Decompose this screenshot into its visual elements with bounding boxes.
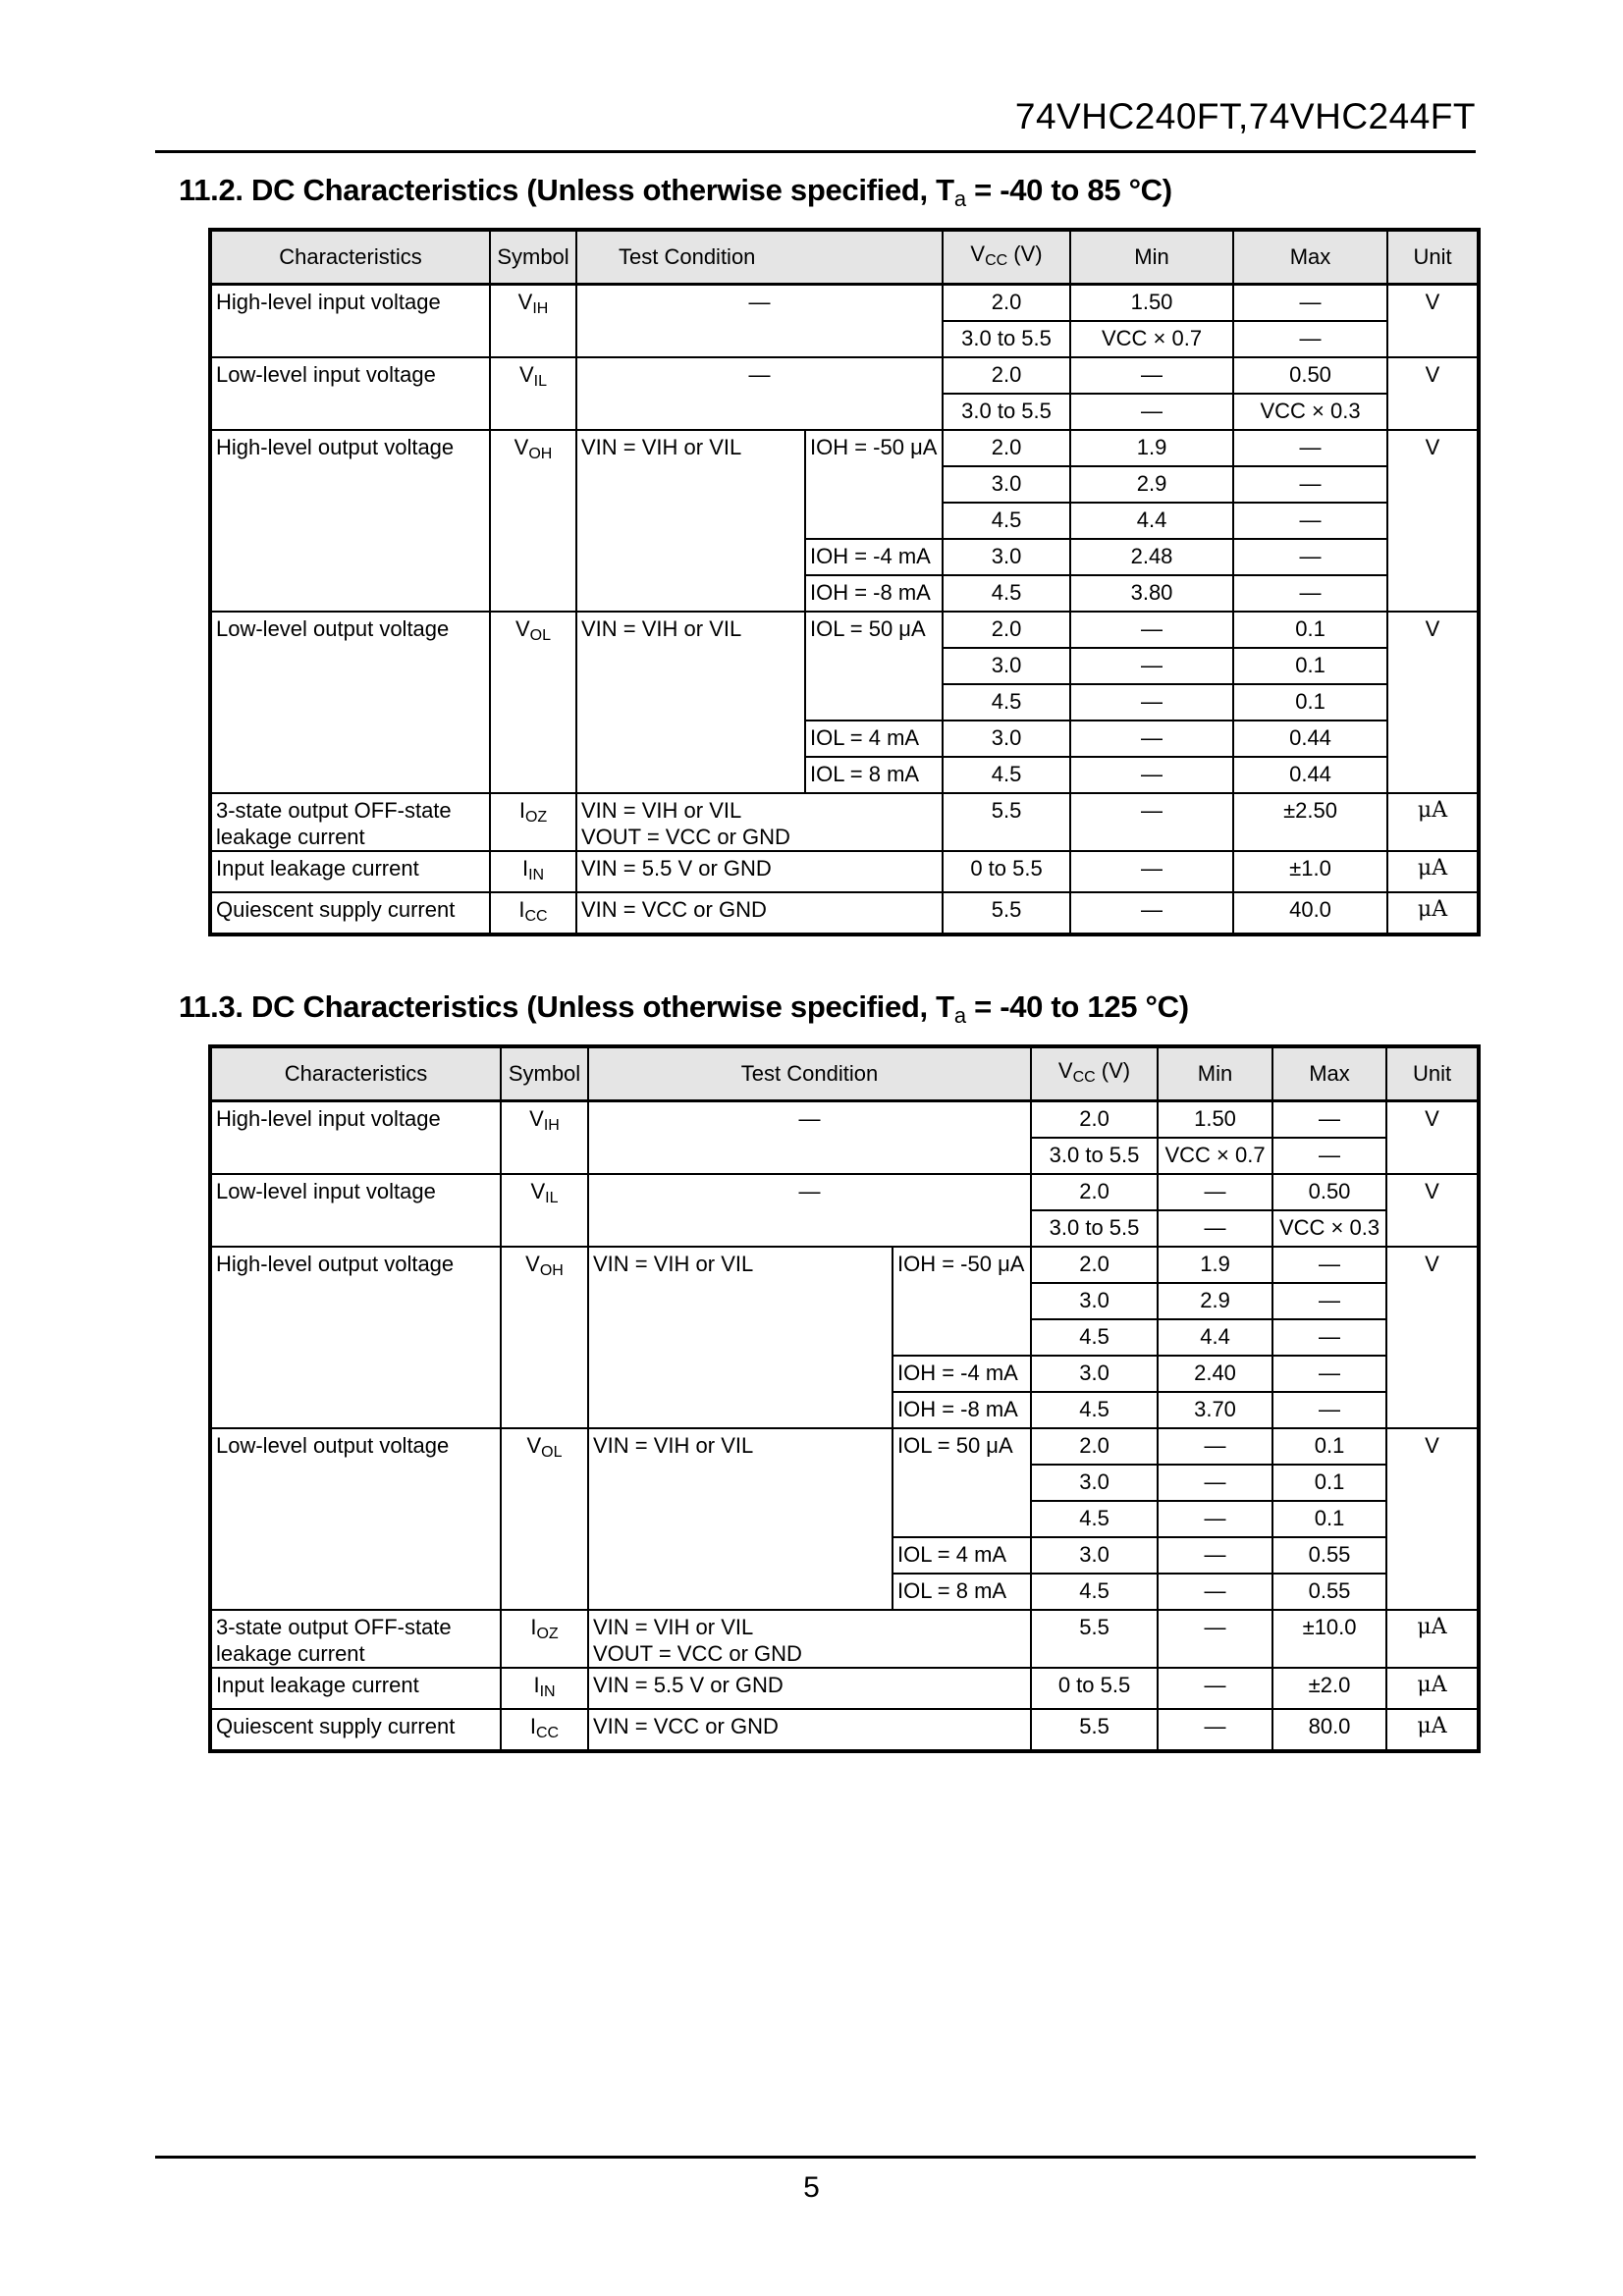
vcc-unit: (V) — [1095, 1057, 1131, 1083]
vcc-value: 4.5 — [943, 575, 1070, 612]
max-value: 0.50 — [1272, 1174, 1386, 1210]
symbol: $V_{OH}$ — [501, 1247, 588, 1428]
col-symbol: Symbol — [501, 1046, 588, 1101]
col-vcc — [943, 230, 1070, 285]
min-value: — — [1070, 793, 1233, 851]
test-condition: VIN = VCC or GND — [576, 892, 943, 934]
vcc-value: 3.0 — [1031, 1283, 1158, 1319]
section-heading-11-3 — [179, 989, 1189, 1029]
dc-characteristics-table-85c — [208, 228, 1481, 936]
vcc-value: 3.0 to 5.5 — [1031, 1138, 1158, 1174]
table-row — [210, 1174, 1479, 1210]
max-value: — — [1272, 1283, 1386, 1319]
max-value: ±10.0 — [1272, 1610, 1386, 1668]
symbol: $V_{IL}$ — [490, 357, 576, 430]
test-condition: VIN = 5.5 V or GND — [576, 851, 943, 892]
vcc-sub: CC — [985, 251, 1008, 269]
max-value: 0.1 — [1233, 612, 1387, 648]
vcc-value: 5.5 — [943, 793, 1070, 851]
current-condition: IOL = 4 mA — [805, 721, 943, 757]
vcc-value: 2.0 — [1031, 1428, 1158, 1465]
max-value: ±2.0 — [1272, 1668, 1386, 1709]
unit-value: μA — [1386, 1668, 1479, 1709]
min-value: 3.80 — [1070, 575, 1233, 612]
symbol: $V_{IL}$ — [501, 1174, 588, 1247]
min-value: 3.70 — [1158, 1392, 1272, 1428]
heading-tail: = -40 to 125 °C) — [965, 989, 1189, 1024]
unit-value: μA — [1387, 793, 1479, 851]
table-row — [210, 892, 1479, 934]
symbol: $I_{CC}$ — [501, 1709, 588, 1751]
symbol: $I_{OZ}$ — [490, 793, 576, 851]
header-rule — [155, 150, 1476, 153]
max-value: — — [1272, 1319, 1386, 1356]
max-value: — — [1272, 1138, 1386, 1174]
min-value: — — [1070, 394, 1233, 430]
min-value: — — [1070, 684, 1233, 721]
col-min: Min — [1158, 1046, 1272, 1101]
current-condition: IOL = 50 μA — [805, 612, 943, 721]
heading-subscript: a — [953, 187, 966, 211]
vcc-value: 4.5 — [1031, 1392, 1158, 1428]
document-title: 74VHC240FT,74VHC244FT — [1014, 96, 1476, 136]
vcc-value: 2.0 — [943, 430, 1070, 466]
col-characteristics: Characteristics — [210, 1046, 501, 1101]
char-label: 3-state output OFF-state leakage current — [210, 1610, 501, 1668]
page-number: 5 — [803, 2171, 820, 2204]
max-value: 0.1 — [1233, 648, 1387, 684]
vcc-value: 2.0 — [1031, 1174, 1158, 1210]
test-condition: VIN = VIH or VIL — [576, 612, 805, 793]
vcc-value: 3.0 — [943, 721, 1070, 757]
min-value: 1.50 — [1070, 285, 1233, 322]
max-value: ±1.0 — [1233, 851, 1387, 892]
test-condition: VIN = VIH or VIL VOUT = VCC or GND — [576, 793, 943, 851]
min-value: — — [1070, 648, 1233, 684]
table-row — [210, 285, 1479, 322]
char-label: High-level input voltage — [210, 285, 490, 358]
test-condition: VIN = VIH or VIL — [588, 1428, 893, 1610]
char-label: Quiescent supply current — [210, 892, 490, 934]
max-value: 0.1 — [1272, 1465, 1386, 1501]
vcc-value: 3.0 — [943, 539, 1070, 575]
col-symbol: Symbol — [490, 230, 576, 285]
test-condition: — — [576, 285, 943, 358]
min-value: — — [1158, 1210, 1272, 1247]
current-condition: IOH = -4 mA — [893, 1356, 1031, 1392]
char-label: High-level output voltage — [210, 1247, 501, 1428]
test-condition: VIN = 5.5 V or GND — [588, 1668, 1031, 1709]
char-label: High-level output voltage — [210, 430, 490, 612]
min-value: — — [1070, 612, 1233, 648]
symbol: $V_{OL}$ — [490, 612, 576, 793]
min-value: 1.50 — [1158, 1101, 1272, 1139]
unit-value: μA — [1387, 892, 1479, 934]
char-label: Input leakage current — [210, 1668, 501, 1709]
vcc-v: V — [1057, 1057, 1073, 1083]
max-value: — — [1233, 466, 1387, 503]
min-value: 4.4 — [1070, 503, 1233, 539]
table-header-row — [210, 1046, 1479, 1101]
vcc-value: 2.0 — [943, 612, 1070, 648]
min-value: — — [1158, 1428, 1272, 1465]
table-row — [210, 1247, 1479, 1283]
vcc-value: 2.0 — [1031, 1247, 1158, 1283]
max-value: 0.44 — [1233, 721, 1387, 757]
max-value: — — [1272, 1247, 1386, 1283]
min-value: 2.40 — [1158, 1356, 1272, 1392]
vcc-value: 3.0 to 5.5 — [943, 321, 1070, 357]
vcc-value: 4.5 — [1031, 1501, 1158, 1537]
vcc-value: 0 to 5.5 — [943, 851, 1070, 892]
max-value: — — [1272, 1392, 1386, 1428]
vcc-value: 3.0 — [943, 466, 1070, 503]
col-max: Max — [1272, 1046, 1386, 1101]
vcc-value: 3.0 — [1031, 1356, 1158, 1392]
current-condition: IOL = 8 mA — [893, 1574, 1031, 1610]
table-row — [210, 430, 1479, 466]
max-value: 0.1 — [1272, 1428, 1386, 1465]
unit-value: V — [1386, 1428, 1479, 1610]
vcc-value: 4.5 — [943, 503, 1070, 539]
min-value: — — [1158, 1709, 1272, 1751]
table-row — [210, 851, 1479, 892]
heading-text: 11.3. DC Characteristics (Unless otherwise specified, T — [179, 989, 954, 1024]
col-characteristics: Characteristics — [210, 230, 490, 285]
unit-value: V — [1387, 285, 1479, 358]
footer-rule — [155, 2156, 1476, 2159]
max-value: VCC × 0.3 — [1272, 1210, 1386, 1247]
min-value: — — [1070, 357, 1233, 394]
symbol: $I_{CC}$ — [490, 892, 576, 934]
max-value: — — [1272, 1101, 1386, 1139]
min-value: — — [1070, 721, 1233, 757]
symbol: $V_{OH}$ — [490, 430, 576, 612]
max-value: 0.50 — [1233, 357, 1387, 394]
char-label: Low-level input voltage — [210, 357, 490, 430]
max-value: — — [1233, 575, 1387, 612]
test-condition: — — [588, 1174, 1031, 1247]
table-row — [210, 612, 1479, 648]
min-value: — — [1158, 1574, 1272, 1610]
col-unit: Unit — [1386, 1046, 1479, 1101]
test-condition: VIN = VIH or VIL — [588, 1247, 893, 1428]
section-heading-11-2 — [179, 173, 1172, 212]
table-row — [210, 1428, 1479, 1465]
unit-value: μA — [1387, 851, 1479, 892]
current-condition: IOL = 4 mA — [893, 1537, 1031, 1574]
current-condition: IOH = -50 μA — [893, 1247, 1031, 1356]
char-label: High-level input voltage — [210, 1101, 501, 1175]
col-unit: Unit — [1387, 230, 1479, 285]
max-value: 80.0 — [1272, 1709, 1386, 1751]
min-value: 1.9 — [1158, 1247, 1272, 1283]
min-value: — — [1158, 1537, 1272, 1574]
col-test-condition: Test Condition — [576, 230, 943, 285]
char-label: Low-level output voltage — [210, 612, 490, 793]
test-condition: VIN = VIH or VIL — [576, 430, 805, 612]
table-row — [210, 1709, 1479, 1751]
table-header-row — [210, 230, 1479, 285]
unit-value: V — [1387, 357, 1479, 430]
unit-value: V — [1387, 612, 1479, 793]
char-label: Input leakage current — [210, 851, 490, 892]
min-value: 2.9 — [1070, 466, 1233, 503]
min-value: — — [1070, 892, 1233, 934]
min-value: 4.4 — [1158, 1319, 1272, 1356]
current-condition: IOH = -50 μA — [805, 430, 943, 539]
min-value: — — [1158, 1174, 1272, 1210]
table-row — [210, 793, 1479, 851]
max-value: — — [1233, 321, 1387, 357]
char-label: Quiescent supply current — [210, 1709, 501, 1751]
min-value: — — [1158, 1501, 1272, 1537]
heading-tail: = -40 to 85 °C) — [965, 173, 1172, 207]
test-condition: — — [576, 357, 943, 430]
current-condition: IOH = -4 mA — [805, 539, 943, 575]
vcc-v: V — [970, 240, 986, 266]
vcc-value: 3.0 to 5.5 — [1031, 1210, 1158, 1247]
vcc-value: 3.0 to 5.5 — [943, 394, 1070, 430]
current-condition: IOH = -8 mA — [893, 1392, 1031, 1428]
current-condition: IOH = -8 mA — [805, 575, 943, 612]
min-value: — — [1070, 757, 1233, 793]
unit-value: μA — [1386, 1709, 1479, 1751]
min-value: 1.9 — [1070, 430, 1233, 466]
min-value: 2.9 — [1158, 1283, 1272, 1319]
max-value: — — [1272, 1356, 1386, 1392]
test-condition: — — [588, 1101, 1031, 1175]
dc-characteristics-table-125c — [208, 1044, 1481, 1753]
unit-value: V — [1386, 1101, 1479, 1175]
max-value: 0.1 — [1233, 684, 1387, 721]
unit-value: V — [1387, 430, 1479, 612]
symbol: $V_{IH}$ — [490, 285, 576, 358]
symbol: $I_{IN}$ — [501, 1668, 588, 1709]
vcc-value: 4.5 — [943, 684, 1070, 721]
vcc-value: 5.5 — [1031, 1610, 1158, 1668]
max-value: — — [1233, 430, 1387, 466]
table-row — [210, 1101, 1479, 1139]
unit-value: V — [1386, 1247, 1479, 1428]
unit-value: V — [1386, 1174, 1479, 1247]
vcc-sub: CC — [1072, 1068, 1096, 1086]
vcc-value: 0 to 5.5 — [1031, 1668, 1158, 1709]
current-condition: IOL = 50 μA — [893, 1428, 1031, 1537]
symbol: $I_{OZ}$ — [501, 1610, 588, 1668]
vcc-value: 3.0 — [1031, 1537, 1158, 1574]
col-min: Min — [1070, 230, 1233, 285]
max-value: — — [1233, 285, 1387, 322]
char-label: Low-level input voltage — [210, 1174, 501, 1247]
max-value: — — [1233, 539, 1387, 575]
max-value: 0.55 — [1272, 1574, 1386, 1610]
vcc-value: 3.0 — [1031, 1465, 1158, 1501]
vcc-value: 3.0 — [943, 648, 1070, 684]
char-label: 3-state output OFF-state leakage current — [210, 793, 490, 851]
vcc-value: 2.0 — [1031, 1101, 1158, 1139]
col-max: Max — [1233, 230, 1387, 285]
min-value: — — [1070, 851, 1233, 892]
vcc-value: 5.5 — [1031, 1709, 1158, 1751]
min-value: VCC × 0.7 — [1070, 321, 1233, 357]
table-row — [210, 1610, 1479, 1668]
vcc-value: 5.5 — [943, 892, 1070, 934]
vcc-value: 2.0 — [943, 285, 1070, 322]
heading-text: 11.2. DC Characteristics (Unless otherwise specified, T — [179, 173, 954, 207]
test-condition: VIN = VCC or GND — [588, 1709, 1031, 1751]
table-row — [210, 357, 1479, 394]
symbol: $V_{OL}$ — [501, 1428, 588, 1610]
vcc-value: 2.0 — [943, 357, 1070, 394]
vcc-unit: (V) — [1007, 240, 1043, 266]
symbol: $V_{IH}$ — [501, 1101, 588, 1175]
symbol: $I_{IN}$ — [490, 851, 576, 892]
vcc-value: 4.5 — [1031, 1319, 1158, 1356]
col-test-condition: Test Condition — [588, 1046, 1031, 1101]
max-value: 0.1 — [1272, 1501, 1386, 1537]
min-value: — — [1158, 1668, 1272, 1709]
heading-subscript: a — [953, 1003, 966, 1028]
min-value: — — [1158, 1610, 1272, 1668]
max-value: ±2.50 — [1233, 793, 1387, 851]
min-value: 2.48 — [1070, 539, 1233, 575]
table-row — [210, 1668, 1479, 1709]
current-condition: IOL = 8 mA — [805, 757, 943, 793]
max-value: 0.55 — [1272, 1537, 1386, 1574]
test-condition: VIN = VIH or VIL VOUT = VCC or GND — [588, 1610, 1031, 1668]
max-value: 0.44 — [1233, 757, 1387, 793]
max-value: 40.0 — [1233, 892, 1387, 934]
vcc-value: 4.5 — [1031, 1574, 1158, 1610]
vcc-value: 4.5 — [943, 757, 1070, 793]
char-label: Low-level output voltage — [210, 1428, 501, 1610]
col-vcc — [1031, 1046, 1158, 1101]
max-value: — — [1233, 503, 1387, 539]
max-value: VCC × 0.3 — [1233, 394, 1387, 430]
min-value: VCC × 0.7 — [1158, 1138, 1272, 1174]
min-value: — — [1158, 1465, 1272, 1501]
unit-value: μA — [1386, 1610, 1479, 1668]
